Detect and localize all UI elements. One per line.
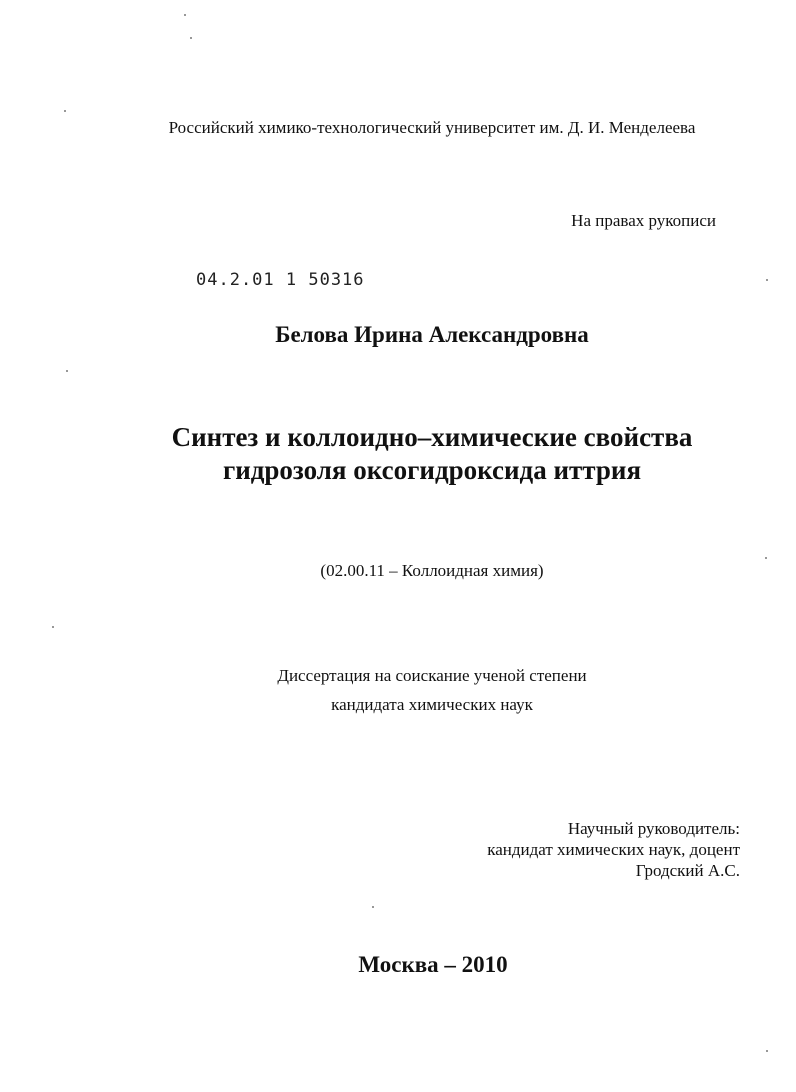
city-year: Москва – 2010: [358, 952, 508, 977]
degree-line-2: кандидата химических наук: [331, 695, 533, 714]
dissertation-title: [0, 421, 796, 487]
author-name: Белова Ирина Александровна: [275, 322, 589, 347]
degree-line-1: Диссертация на соискание ученой степени: [277, 666, 587, 685]
scan-speck: [766, 1050, 768, 1052]
scan-speck: [184, 14, 186, 16]
scan-speck: [52, 626, 54, 628]
advisor-rank: кандидат химических наук, доцент: [487, 840, 740, 859]
scan-speck: [766, 279, 768, 281]
title-line-1: Синтез и коллоидно–химические свойства: [171, 422, 693, 452]
rights-note: На правах рукописи: [571, 211, 716, 230]
degree-statement: [0, 661, 796, 719]
scan-speck: [190, 37, 192, 39]
scan-speck: [66, 370, 68, 372]
university-name: Российский химико-технологический университет им. Д. И. Менделеева: [168, 118, 696, 137]
scientific-advisor: [487, 818, 740, 881]
scan-speck: [765, 557, 767, 559]
title-line-2: гидрозоля оксогидроксида иттрия: [222, 455, 642, 485]
specialty-code: (02.00.11 – Коллоидная химия): [320, 561, 544, 580]
advisor-role: Научный руководитель:: [567, 819, 740, 838]
scan-speck: [64, 110, 66, 112]
scan-speck: [372, 906, 374, 908]
archive-stamp-number: 04.2.01 1 50316: [196, 270, 365, 290]
advisor-name: Гродский А.С.: [635, 861, 740, 880]
